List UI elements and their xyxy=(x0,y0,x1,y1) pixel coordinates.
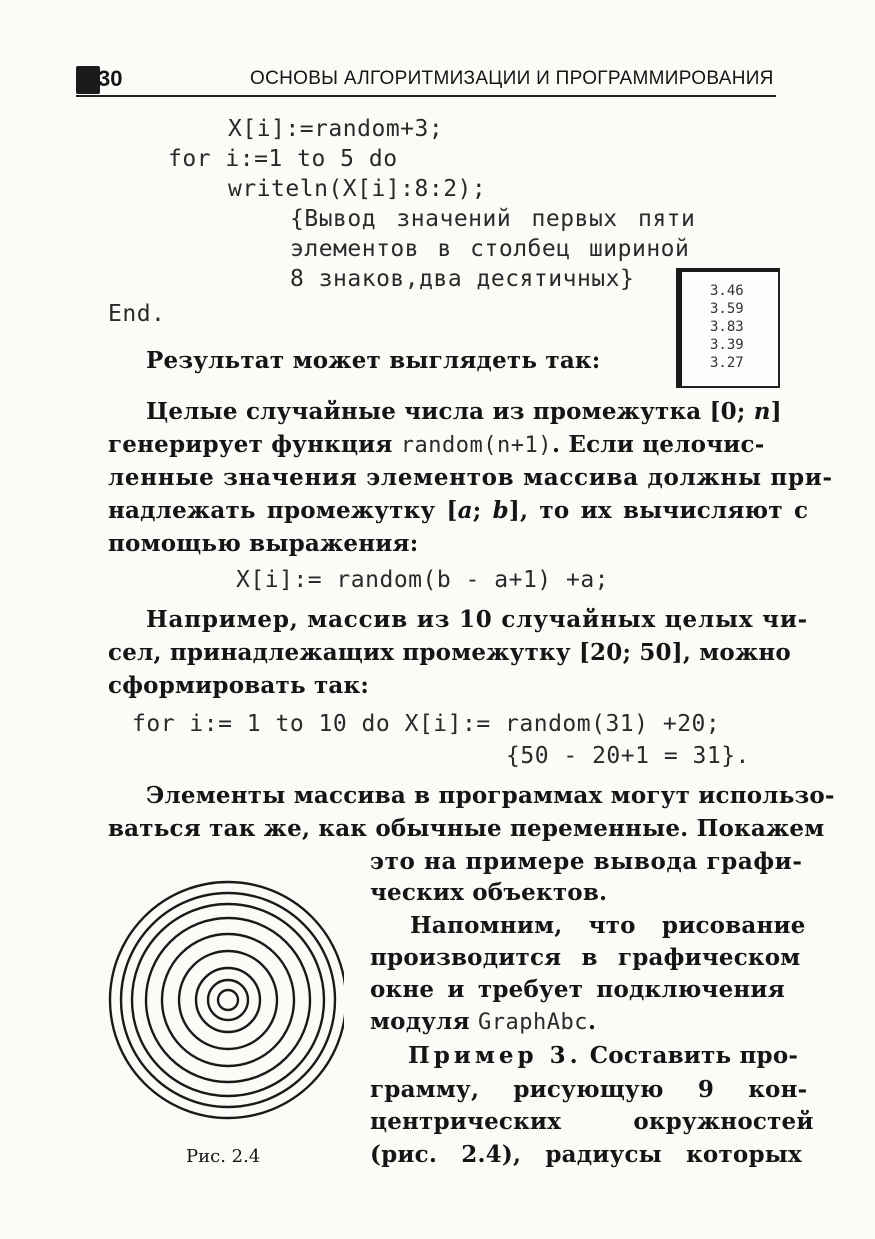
paragraph-3-line-4: ческих объектов. xyxy=(370,879,608,906)
paragraph-1-line-5: помощью выражения: xyxy=(108,530,419,557)
code-comment-line-3: 8 знаков,два десятичных} xyxy=(290,266,635,292)
paragraph-1-line-4: надлежать промежутку [a; b], то их вычисляют с xyxy=(108,497,809,524)
paragraph-2-line-3: сформировать так: xyxy=(108,672,370,699)
paragraph-4-line-4: модуля GraphAbc. xyxy=(370,1008,597,1035)
circle-ring xyxy=(208,980,248,1020)
code-line-writeln: writeln(X[i]:8:2); xyxy=(228,176,487,202)
header-rule xyxy=(76,95,776,97)
output-value: 3.27 xyxy=(710,355,744,371)
circle-ring xyxy=(162,934,294,1066)
inline-code-random: random(n+1) xyxy=(400,433,552,458)
output-value: 3.39 xyxy=(710,337,744,353)
code-line-for: for i:=1 to 5 do xyxy=(168,146,398,172)
concentric-circles-figure xyxy=(100,880,344,1124)
example-label: Пример 3. xyxy=(408,1042,582,1069)
paragraph-5-line-3: центрических окружностей xyxy=(370,1108,814,1135)
paragraph-5-line-4: (рис. 2.4), радиусы которых xyxy=(370,1141,802,1168)
output-value: 3.83 xyxy=(710,319,744,335)
output-value: 3.46 xyxy=(710,283,744,299)
paragraph-1-line-1: Целые случайные числа из промежутка [0; n] xyxy=(146,398,782,425)
code-comment-line-1: {Вывод значений первых пяти xyxy=(290,206,696,232)
circle-ring xyxy=(146,918,310,1082)
output-value: 3.59 xyxy=(710,301,744,317)
code-for-comment: {50 - 20+1 = 31}. xyxy=(506,743,750,769)
page-corner-mark xyxy=(76,66,100,94)
figure-caption: Рис. 2.4 xyxy=(186,1146,261,1167)
paragraph-2-line-1: Например, массив из 10 случайных целых чи- xyxy=(146,606,809,633)
paragraph-3-line-2: ваться так же, как обычные переменные. Покажем xyxy=(108,815,825,842)
paragraph-3-line-1: Элементы массива в программах могут использо- xyxy=(146,782,835,809)
code-for-loop: for i:= 1 to 10 do X[i]:= random(31) +20; xyxy=(132,711,721,737)
paragraph-1-line-2: генерирует функция random(n+1). Если целочис- xyxy=(108,431,765,458)
program-output-box xyxy=(676,268,780,388)
code-line-assign: X[i]:=random+3; xyxy=(228,116,444,142)
paragraph-2-line-2: сел, принадлежащих промежутку [20; 50], можно xyxy=(108,639,791,666)
paragraph-5-line-1: Пример 3. Составить про- xyxy=(408,1042,799,1069)
paragraph-4-line-3: окне и требует подключения xyxy=(370,976,785,1003)
running-header-title: ОСНОВЫ АЛГОРИТМИЗАЦИИ И ПРОГРАММИРОВАНИЯ xyxy=(250,68,774,89)
paragraph-5-line-2: грамму, рисующую 9 кон- xyxy=(370,1076,808,1103)
paragraph-4-line-2: производится в графическом xyxy=(370,944,801,971)
circle-ring xyxy=(218,990,238,1010)
paragraph-4-line-1: Напомним, что рисование xyxy=(410,912,806,939)
paragraph-3-line-3: это на примере вывода графи- xyxy=(370,848,803,875)
paragraph-1-line-3: ленные значения элементов массива должны при- xyxy=(108,464,833,491)
code-comment-line-2: элементов в столбец шириной xyxy=(290,236,690,262)
circle-ring xyxy=(179,951,277,1049)
code-line-end: End. xyxy=(108,301,166,327)
page-number: 30 xyxy=(98,66,123,91)
circle-ring xyxy=(121,893,335,1107)
circle-ring xyxy=(196,968,260,1032)
inline-code-graphabc: GraphAbc xyxy=(478,1010,588,1035)
code-expression: X[i]:= random(b - a+1) +a; xyxy=(236,567,610,593)
result-label: Результат может выглядеть так: xyxy=(146,347,601,374)
